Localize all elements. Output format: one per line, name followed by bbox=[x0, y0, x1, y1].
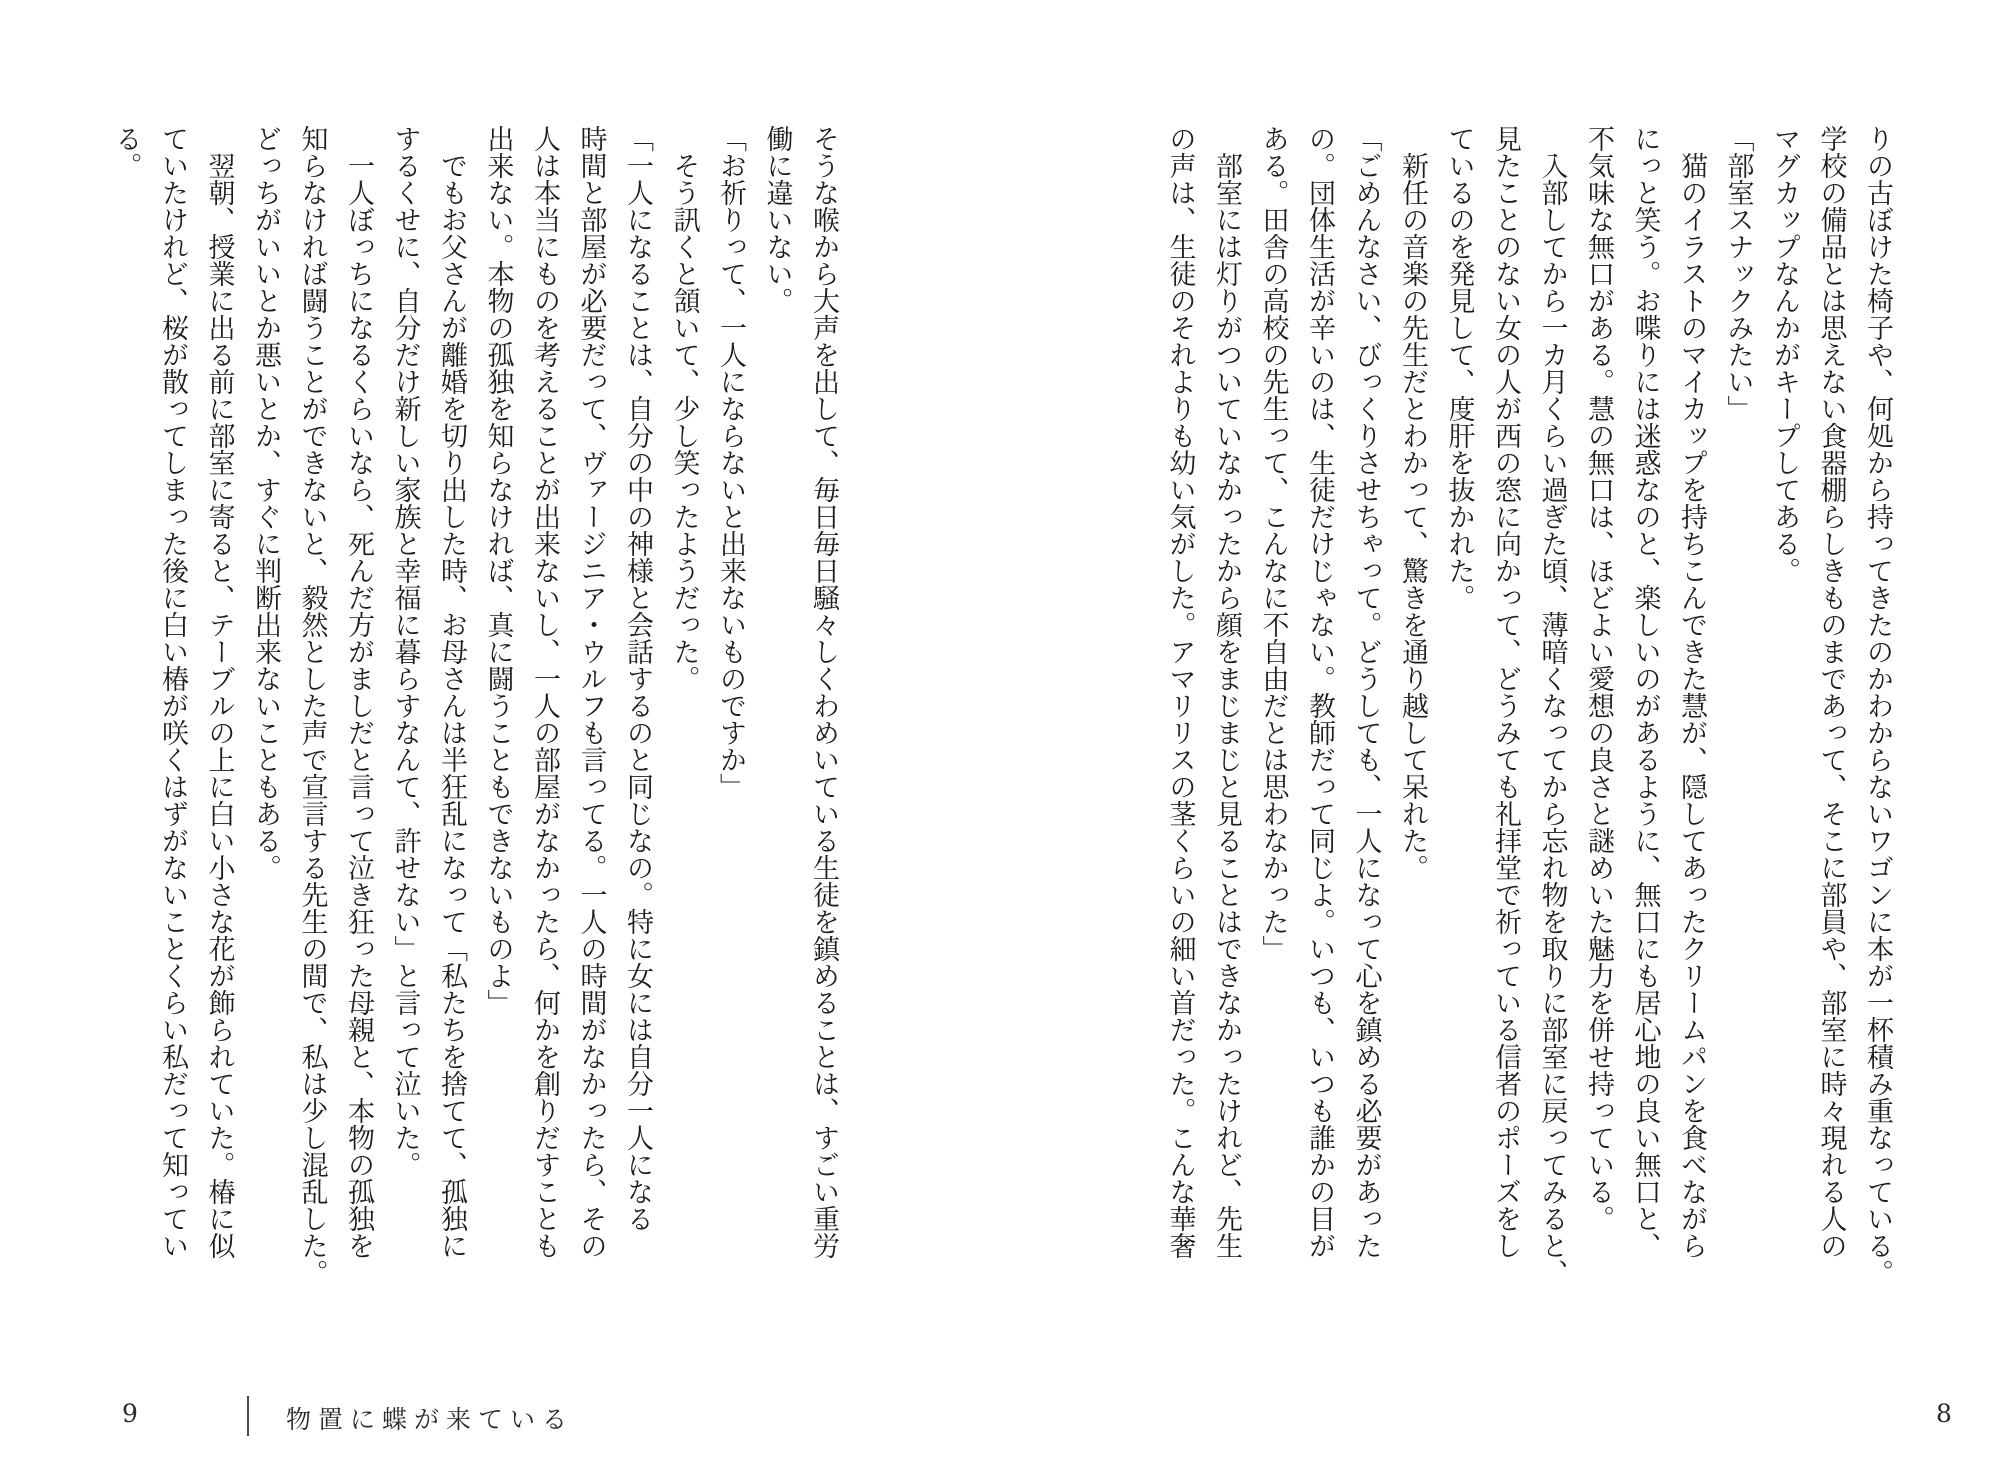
running-title-divider bbox=[247, 1396, 249, 1436]
text-column: マグカップなんかがキープしてある。 bbox=[1769, 125, 1800, 584]
text-column: 一人ぼっちになるくらいなら、死んだ方がましだと言って泣き狂った母親と、本物の孤独を bbox=[343, 152, 374, 1259]
page-number-right: 8 bbox=[1936, 1399, 1952, 1428]
text-column: 猫のイラストのマイカップを持ちこんできた慧が、隠してあったクリームパンを食べながら bbox=[1676, 152, 1707, 1259]
text-column: そうな喉から大声を出して、毎日毎日騒々しくわめいている生徒を鎮めることは、すごい重労 bbox=[808, 125, 839, 1259]
text-column: 「部室スナックみたい」 bbox=[1722, 125, 1754, 422]
text-column: る。 bbox=[110, 125, 142, 179]
text-column: 「一人になることは、自分の中の神様と会話するのと同じなの。特に女には自分一人になる bbox=[622, 125, 653, 1232]
text-column: ているのを発見して、度肝を抜かれた。 bbox=[1443, 125, 1475, 611]
text-column: 「お祈りって、一人にならないと出来ないものですか」 bbox=[715, 125, 746, 800]
text-column: の声は、生徒のそれよりも幼い気がした。アマリリスの茎くらいの細い首だった。こんな華奢 bbox=[1164, 125, 1196, 1259]
text-column: 部室には灯りがついていなかったから顔をまじまじと見ることはできなかったけれど、先生 bbox=[1211, 152, 1242, 1259]
text-column: の。団体生活が辛いのは、生徒だけじゃない。教師だって同じよ。いつも、いつも誰かの目が bbox=[1304, 125, 1335, 1259]
text-column: そう訊くと頷いて、少し笑ったようだった。 bbox=[668, 152, 700, 692]
page-right-text-block bbox=[1156, 125, 1900, 1288]
text-column: にっと笑う。お喋りには迷惑なのと、楽しいのがあるように、無口にも居心地の良い無口と、 bbox=[1629, 125, 1661, 1259]
page-number-left: 9 bbox=[122, 1399, 138, 1428]
text-column: 知らなければ闘うことができないと、毅然とした声で宣言する先生の間で、私は少し混乱した。 bbox=[296, 125, 328, 1286]
text-column: 学校の備品とは思えない食器棚らしきものまであって、そこに部員や、部室に時々現れる人の bbox=[1815, 125, 1847, 1259]
text-column: 入部してから一カ月くらい過ぎた頃、薄暗くなってから忘れ物を取りに部室に戻ってみると、 bbox=[1536, 152, 1568, 1286]
text-column: 不気味な無口がある。慧の無口は、ほどよい愛想の良さと謎めいた魅力を併せ持っている。 bbox=[1583, 125, 1614, 1232]
text-column: 「ごめんなさい、びっくりさせちゃって。どうしても、一人になって心を鎮める必要があった bbox=[1350, 125, 1382, 1259]
text-column: 翌朝、授業に出る前に部室に寄ると、テーブルの上に白い小さな花が飾られていた。椿に似 bbox=[203, 152, 235, 1259]
text-column: 見たことのない女の人が西の窓に向かって、どうみても礼拝堂で祈っている信者のポーズをし bbox=[1490, 125, 1521, 1259]
text-column: 働に違いない。 bbox=[761, 125, 793, 314]
text-column: 人は本当にものを考えることが出来ないし、一人の部屋がなかったら、何かを創りだすことも bbox=[529, 125, 560, 1259]
running-title: 物置に蝶が来ている bbox=[286, 1405, 575, 1434]
text-column: ていたけれど、桜が散ってしまった後に白い椿が咲くはずがないことくらい私だって知ってい bbox=[157, 125, 188, 1259]
text-column: 出来ない。本物の孤独を知らなければ、真に闘うこともできないものよ」 bbox=[482, 125, 514, 1016]
text-column: ある。田舎の高校の先生って、こんなに不自由だとは思わなかった」 bbox=[1257, 125, 1289, 962]
text-column: でもお父さんが離婚を切り出した時、お母さんは半狂乱になって「私たちを捨てて、孤独に bbox=[436, 152, 467, 1259]
text-column: するくせに、自分だけ新しい家族と幸福に暮らすなんて、許せない」と言って泣いた。 bbox=[389, 125, 421, 1178]
page-left-text-block bbox=[102, 125, 846, 1288]
text-column: 時間と部屋が必要だって、ヴァージニア・ウルフも言ってる。一人の時間がなかったら、その bbox=[575, 125, 607, 1259]
text-column: 新任の音楽の先生だとわかって、驚きを通り越して呆れた。 bbox=[1397, 152, 1428, 881]
text-column: どっちがいいとか悪いとか、すぐに判断出来ないこともある。 bbox=[250, 125, 281, 881]
text-column: りの古ぼけた椅子や、何処から持ってきたのかわからないワゴンに本が一杯積み重なっている。 bbox=[1862, 125, 1893, 1286]
